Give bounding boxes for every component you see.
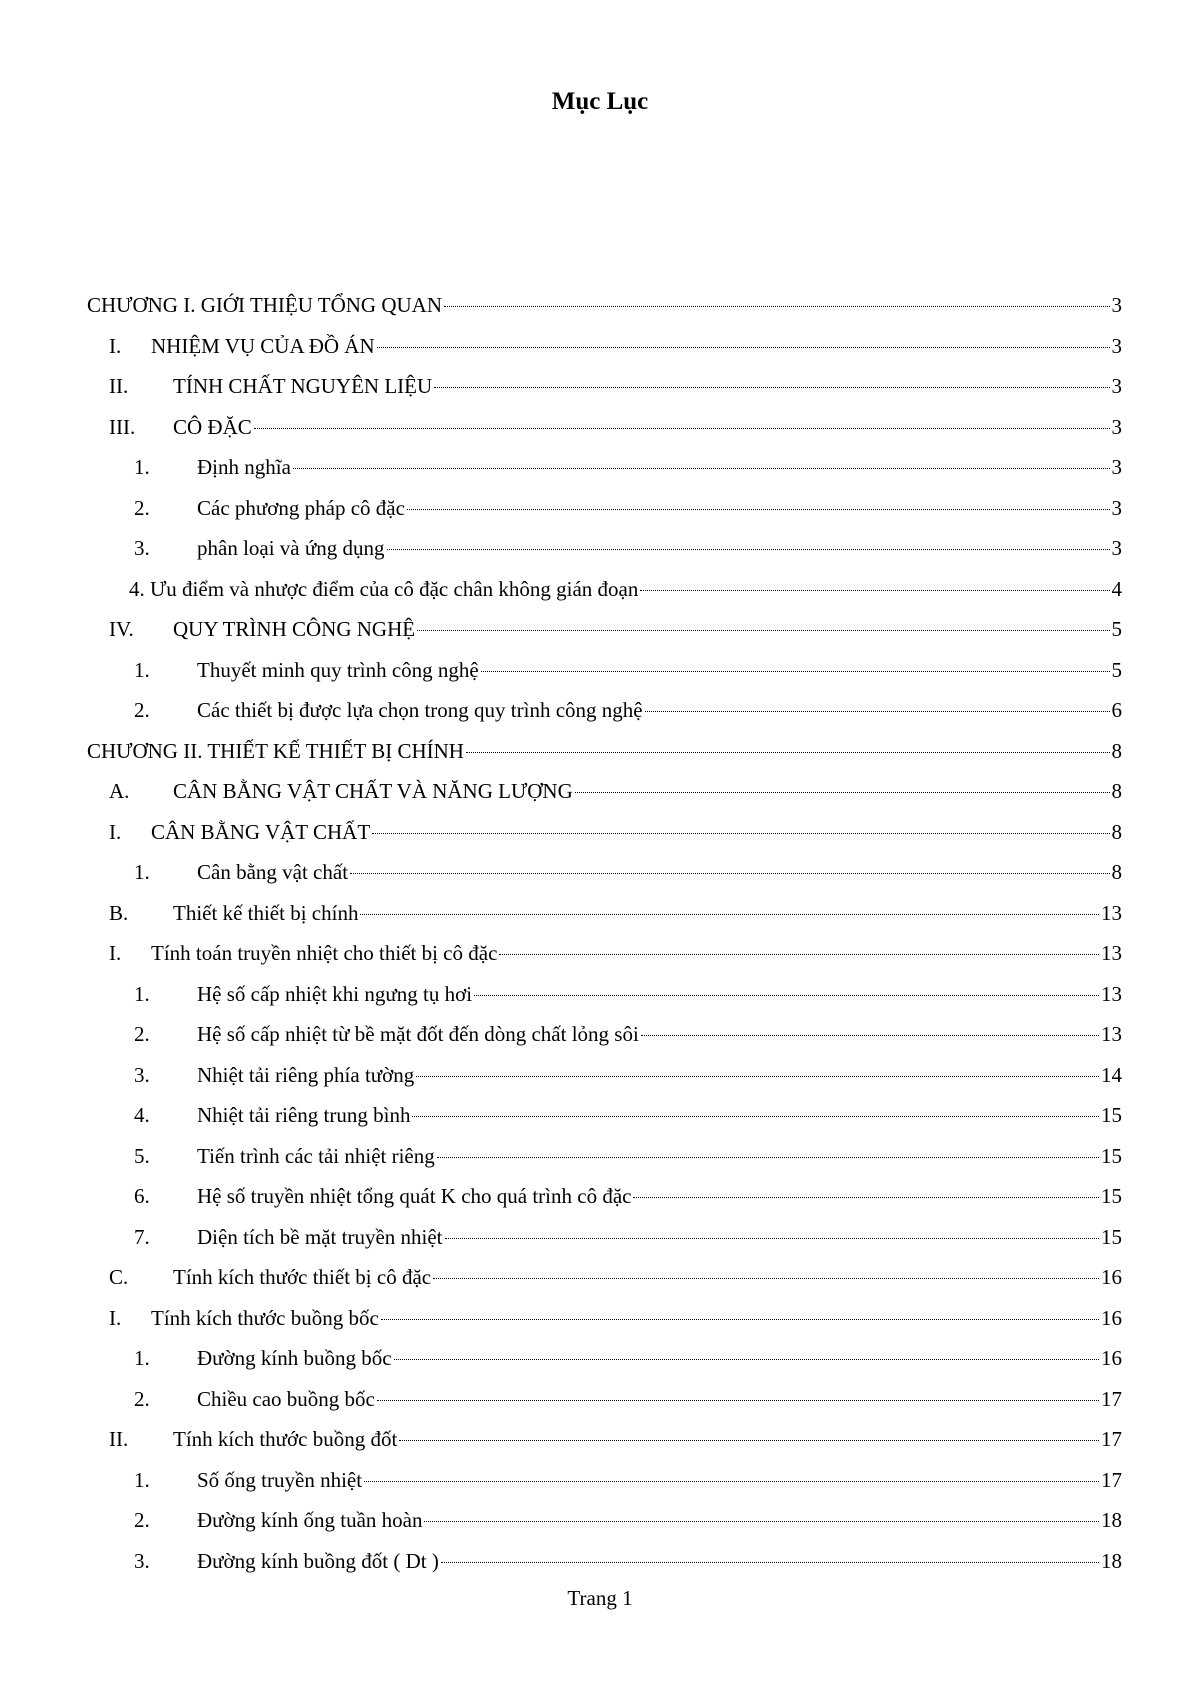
toc-page-number: 15 [1101,1103,1122,1127]
toc-entry[interactable] [87,1257,1122,1298]
toc-entry[interactable] [87,1176,1122,1217]
toc-entry-text: NHIỆM VỤ CỦA ĐỒ ÁN [151,333,375,358]
toc-entry-number: III. [109,414,136,439]
toc-entry-text: Nhiệt tải riêng phía tường [197,1062,415,1087]
toc-entry-number: A. [109,779,130,803]
toc-entry-text: Diện tích bề mặt truyền nhiệt [197,1224,443,1249]
toc-entry-number: 7. [134,1224,150,1249]
toc-entry-number: 2. [134,698,150,722]
toc-entry-text: Đường kính buồng đốt ( Dt ) [197,1548,439,1573]
toc-page-number: 8 [1111,779,1122,803]
toc-leader [399,1440,1099,1441]
toc-leader [434,387,1109,388]
toc-entry-text: CHƯƠNG II. THIẾT KẾ THIẾT BỊ CHÍNH [87,738,464,763]
toc-entry[interactable] [87,1338,1122,1379]
toc-entry-number: 6. [134,1184,150,1208]
toc-leader [499,954,1099,955]
toc-leader [633,1197,1099,1198]
toc-leader [407,509,1110,510]
toc-entry[interactable] [87,569,1122,610]
toc-leader [360,914,1099,915]
toc-leader [437,1157,1099,1158]
toc-page-number: 3 [1111,374,1122,398]
toc-entry[interactable] [87,731,1122,772]
toc-entry-text: Hệ số cấp nhiệt từ bề mặt đốt đến dòng chất lỏng sôi [197,1022,639,1046]
toc-entry-number: 2. [134,495,150,520]
toc-entry[interactable] [87,852,1122,893]
toc-entry[interactable] [87,609,1122,650]
toc-leader [645,711,1110,712]
toc-entry-text: Thiết kế thiết bị chính [173,900,359,925]
toc-entry[interactable] [87,974,1122,1015]
toc-entry-number: I. [109,333,122,358]
toc-page-number: 16 [1101,1305,1122,1330]
toc-entry[interactable] [87,488,1122,529]
toc-entry-number: IV. [109,617,134,641]
toc-entry[interactable] [87,812,1122,853]
toc-page-number: 18 [1101,1508,1122,1532]
toc-entry[interactable] [87,1419,1122,1460]
toc-entry-number: I. [109,819,122,844]
toc-leader [387,549,1110,550]
toc-entry-number: C. [109,1265,129,1289]
toc-leader [372,833,1109,834]
toc-entry-text: Số ống truyền nhiệt [197,1467,363,1492]
toc-entry[interactable] [87,1460,1122,1501]
toc-leader [424,1521,1099,1522]
table-of-contents [87,285,1122,1581]
page-title: Mục Lục [551,88,649,115]
toc-entry-number: I. [109,1305,122,1330]
toc-leader [474,995,1099,996]
toc-entry-number: 4. [134,1103,150,1127]
toc-entry-text: Tính kích thước buồng bốc [151,1305,379,1330]
toc-page-number: 5 [1111,617,1122,641]
toc-page-number: 6 [1111,698,1122,722]
toc-entry[interactable] [87,1014,1122,1055]
toc-entry[interactable] [87,326,1122,367]
toc-entry-number: 1. [134,657,150,682]
toc-entry-number: II. [109,374,129,398]
toc-page-number: 14 [1101,1062,1122,1087]
toc-page-number: 4 [1111,576,1122,601]
toc-leader [412,1116,1099,1117]
toc-entry-number: 2. [134,1508,150,1532]
toc-entry-number: 3. [134,1548,150,1573]
toc-leader [394,1359,1099,1360]
toc-page-number: 17 [1101,1386,1122,1411]
toc-page-number: 15 [1101,1184,1122,1208]
toc-entry-text: Hệ số truyền nhiệt tổng quát K cho quá trình cô đặc [197,1184,632,1208]
toc-entry-text: 4. Ưu điểm và nhược điểm của cô đặc chân không gián đoạn [129,576,639,601]
toc-entry-number: 1. [134,455,150,479]
toc-page-number: 16 [1101,1265,1122,1289]
toc-page-number: 17 [1101,1467,1122,1492]
toc-page-number: 8 [1111,860,1122,884]
toc-entry[interactable] [87,1136,1122,1177]
toc-page-number: 8 [1111,738,1122,763]
toc-entry-text: Tính toán truyền nhiệt cho thiết bị cô đặc [151,941,498,965]
toc-entry-text: Các phương pháp cô đặc [197,495,405,520]
toc-page-number: 8 [1111,819,1122,844]
toc-leader [575,792,1110,793]
page-footer: Trang 1 [567,1586,633,1610]
toc-entry-text: Tính kích thước buồng đốt [173,1427,398,1451]
toc-entry[interactable] [87,366,1122,407]
toc-entry-text: Các thiết bị được lựa chọn trong quy trình công nghệ [197,698,643,722]
toc-leader [481,671,1110,672]
toc-page-number: 3 [1111,536,1122,560]
toc-entry[interactable] [87,1298,1122,1339]
toc-entry[interactable] [87,528,1122,569]
toc-entry-number: 2. [134,1386,150,1411]
toc-entry-text: Đường kính buồng bốc [197,1346,392,1370]
toc-entry-number: B. [109,900,129,925]
toc-entry-number: 1. [134,860,150,884]
toc-page-number: 15 [1101,1143,1122,1168]
toc-entry-text: Chiều cao buồng bốc [197,1386,375,1411]
toc-leader [293,468,1110,469]
toc-entry[interactable] [87,1379,1122,1420]
toc-entry-number: 2. [134,1022,150,1046]
toc-leader [364,1481,1099,1482]
toc-leader [377,347,1110,348]
toc-leader [381,1319,1099,1320]
toc-entry-text: CÂN BẰNG VẬT CHẤT VÀ NĂNG LƯỢNG [173,779,573,803]
toc-leader [640,590,1109,591]
toc-entry-number: I. [109,941,122,965]
toc-entry[interactable] [87,771,1122,812]
toc-entry-text: Cân bằng vật chất [197,860,349,884]
toc-leader [350,873,1109,874]
toc-leader [416,1076,1099,1077]
toc-entry-number: 1. [134,1467,150,1492]
toc-page-number: 13 [1101,981,1122,1006]
toc-page-number: 3 [1111,455,1122,479]
toc-page-number: 18 [1101,1548,1122,1573]
toc-entry[interactable] [87,447,1122,488]
toc-page-number: 13 [1101,900,1122,925]
toc-entry[interactable] [87,407,1122,448]
toc-entry-number: 1. [134,981,150,1006]
toc-entry[interactable] [87,1500,1122,1541]
toc-entry-text: TÍNH CHẤT NGUYÊN LIỆU [173,374,433,398]
toc-entry-text: Đường kính ống tuần hoàn [197,1508,423,1532]
toc-page-number: 15 [1101,1224,1122,1249]
toc-entry-text: QUY TRÌNH CÔNG NGHỆ [173,617,416,641]
toc-entry-number: 3. [134,1062,150,1087]
toc-page-number: 13 [1101,1022,1122,1046]
toc-entry[interactable] [87,690,1122,731]
toc-page-number: 5 [1111,657,1122,682]
toc-entry-text: CHƯƠNG I. GIỚI THIỆU TỔNG QUAN [87,293,442,317]
toc-entry[interactable] [87,1095,1122,1136]
toc-entry-text: Tính kích thước thiết bị cô đặc [173,1265,432,1289]
toc-leader [641,1035,1099,1036]
toc-entry-number: 3. [134,536,150,560]
toc-leader [254,428,1110,429]
toc-entry-text: CÔ ĐẶC [173,414,252,439]
toc-leader [441,1562,1099,1563]
toc-entry[interactable] [87,933,1122,974]
toc-entry-number: 5. [134,1143,150,1168]
toc-page-number: 3 [1111,293,1122,317]
toc-entry-text: phân loại và ứng dụng [197,536,385,560]
toc-leader [466,752,1110,753]
toc-entry-number: II. [109,1427,129,1451]
toc-entry-text: Nhiệt tải riêng trung bình [197,1103,411,1127]
toc-page-number: 3 [1111,495,1122,520]
toc-entry-text: CÂN BẰNG VẬT CHẤT [151,819,371,844]
toc-page-number: 17 [1101,1427,1122,1451]
toc-entry[interactable] [87,650,1122,691]
toc-entry-text: Tiến trình các tải nhiệt riêng [197,1143,435,1168]
toc-leader [444,306,1110,307]
toc-leader [377,1400,1099,1401]
toc-entry-text: Định nghĩa [197,455,291,479]
toc-entry[interactable] [87,1541,1122,1582]
toc-entry[interactable] [87,1217,1122,1258]
toc-entry[interactable] [87,285,1122,326]
toc-entry[interactable] [87,893,1122,934]
toc-entry-number: 1. [134,1346,150,1370]
toc-leader [433,1278,1099,1279]
toc-entry[interactable] [87,1055,1122,1096]
toc-page-number: 16 [1101,1346,1122,1370]
toc-leader [417,630,1109,631]
toc-page-number: 3 [1111,414,1122,439]
toc-leader [445,1238,1099,1239]
toc-entry-text: Thuyết minh quy trình công nghệ [197,657,479,682]
toc-entry-text: Hệ số cấp nhiệt khi ngưng tụ hơi [197,981,473,1006]
toc-page-number: 3 [1111,333,1122,358]
toc-page-number: 13 [1101,941,1122,965]
